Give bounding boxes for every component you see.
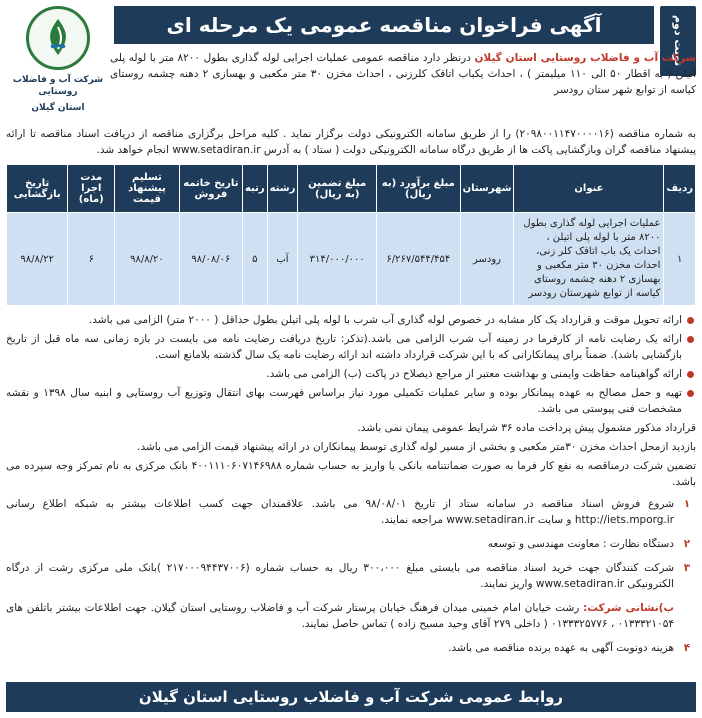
list-item: ارائه یک رضایت نامه از کارفرما در زمینه آب شرب الزامی می باشد.(تذکر: تاریخ دریافت رضایت نامه می بایست در بازه زمانی سه ماه قبل از تاریخ بازگشایی باشد). ضمناً برای پیمانکارانی که با این شرکت قرارداد داشته اند ارائه رضایت نامه یک سال گذشته بلامانع است. [6, 331, 696, 363]
step-item [6, 560, 696, 592]
company-logo [10, 6, 106, 116]
step-item [6, 496, 696, 528]
intro-text: درنظر دارد مناقصه عمومی عملیات اجرایی لوله گذاری بطول ۸۲۰۰ متر با لوله پلی اتیلن ( به اقطار ۵۰ الی ۱۱۰ میلیمتر ) ، احداث یکباب اتاقک کلرزنی ، احداث مخزن ۳۰ متر مکعبی و بهسازی ۲ دهنه چشمه روستای کیاسه از توابع شهر ستان رودسر [110, 52, 696, 96]
step-text: هزینه دونوبت آگهی به عهده برنده مناقصه می باشد. [448, 642, 674, 654]
step-text: شروع فروش اسناد مناقصه در سامانه ستاد از تاریخ ۹۸/۰۸/۰۱ می باشد. علاقمندان جهت کسب اطلاعات بیشتر به شبکه اطلاع رسانی http://iets.mporg.ir و سایت www.setadiran.ir مراجعه نمایند. [6, 498, 675, 526]
tender-table [6, 164, 696, 306]
step-item [6, 536, 696, 552]
leaf-drop-icon [43, 17, 73, 57]
cell-subject: عملیات اجرایی لوله گذاری بطول ۸۲۰۰ متر با لوله پلی اتیلن ، احداث یک باب اتاقک کلر زنی، احداث مخزن ۳۰ متر مکعبی و بهسازی ۲ دهنه چشمه روستای کیاسه از توابع شهرستان رودسر [514, 213, 664, 306]
list-item: ارائه تحویل موقت و قرارداد یک کار مشابه در خصوص لوله گذاری آب شرب با لوله پلی اتیلن بطول حداقل ( ۲۰۰۰ متر) الزامی می باشد. [6, 312, 696, 328]
cell-opening: ۹۸/۸/۲۲ [7, 213, 68, 306]
notice-round-badge: نوبت دوم [660, 6, 696, 76]
cell-sale-end: ۹۸/۰۸/۰۶ [179, 213, 242, 306]
cell-index: ۱ [664, 213, 696, 306]
col-subject: عنوان [514, 165, 664, 213]
tender-paragraph: به شماره مناقصه (۲۰۹۸۰۰۱۱۴۷۰۰۰۰۱۶) را از طریق سامانه الکترونیکی دولت برگزار نماید . کلیه مراحل برگزاری مناقصه از دریافت اسناد مناقصه تا ارائه پیشنهاد مناقصه گران وبازگشایی پاکت ها از طریق درگاه سامانه الکترونیکی دولت ( ستاد ) به آدرس www.setadiran.ir انجام خواهد شد. [6, 128, 696, 156]
steps-list [6, 496, 696, 656]
bullet-icon [687, 317, 694, 324]
bullet-icon [687, 336, 694, 343]
cell-guarantee: ۳۱۴/۰۰۰/۰۰۰ [298, 213, 377, 306]
step-item-address [6, 600, 696, 632]
list-item: ارائه گواهینامه حفاظت وایمنی و بهداشت معتبر از مراجع ذیصلاح در پاکت (ب) الزامی می باشد. [6, 366, 696, 382]
col-sale-end: تاریخ خاتمه فروش [179, 165, 242, 213]
note-site-visit: بازدید ازمحل احداث مخزن ۳۰متر مکعبی و بخشی از مسیر لوله گذاری توسط پیمانکاران در ارائه پیشنهاد قیمت الزامی می باشد. [137, 441, 696, 453]
cell-city: رودسر [460, 213, 514, 306]
col-grade: رتبه [242, 165, 267, 213]
cell-field: آب [267, 213, 298, 306]
intro-paragraph [110, 50, 696, 98]
cell-submit: ۹۸/۸/۲۰ [115, 213, 180, 306]
footer-bar: روابط عمومی شرکت آب و فاضلاب روستایی استان گیلان [6, 682, 696, 712]
col-city: شهرستان [460, 165, 514, 213]
step-item [6, 640, 696, 656]
cell-estimate: ۶/۲۶۷/۵۴۴/۴۵۴ [377, 213, 461, 306]
bullet-icon [687, 390, 694, 397]
step-text: دستگاه نظارت : معاونت مهندسی و توسعه [487, 538, 674, 550]
page-title: آگهی فراخوان مناقصه عمومی یک مرحله ای [114, 6, 654, 44]
step-number: ۲ [683, 538, 691, 550]
conditions-list [6, 312, 696, 417]
col-duration: مدت اجرا (ماه) [68, 165, 115, 213]
header [6, 4, 696, 124]
note-prepayment: قرارداد مذکور مشمول پیش پرداخت ماده ۳۶ شرایط عمومی پیمان نمی باشد. [357, 422, 696, 434]
logo-text-1: شرکت آب و فاضلاب روستایی [12, 75, 104, 97]
address-label: ب)نشانی شرکت: [583, 602, 674, 614]
col-opening: تاریخ بازگشایی [7, 165, 68, 213]
col-guarantee: مبلغ تضمین (به ریال) [298, 165, 377, 213]
cell-grade: ۵ [242, 213, 267, 306]
step-text: شرکت کنندگان جهت خرید اسناد مناقصه می بایستی مبلغ ۳۰۰،۰۰۰ ریال به حساب شماره (۲۱۷۰۰۰۹۴۴۳۷۰۰۶ )بانک ملی مرکزی رشت از درگاه الکترونیکی www.setadiran.ir واریز نمایند. [6, 562, 674, 590]
col-estimate: مبلغ برآورد (به ریال) [377, 165, 461, 213]
step-number: ۴ [683, 642, 691, 654]
note-guarantee: تضمین شرکت درمناقصه به نفع کار فرما به صورت ضمانتنامه بانکی یا واریز به حساب شماره ۴۰۰۱۱۱۰۶۰۷۱۴۶۹۸۸ بانک مرکزی به نام تمرکز وجه سپرده می باشد. [6, 460, 697, 488]
col-field: رشته [267, 165, 298, 213]
logo-emblem [26, 6, 90, 70]
step-number: ۱ [683, 498, 691, 510]
address-text: رشت خیابان امام خمینی میدان فرهنگ خیابان پرستار شرکت آب و فاضلاب روستایی استان گیلان. جهت اطلاعات بیشتر باتلفن های ۰۱۳۳۳۲۱۰۵۴ ، ۰۱۳۳۳۲۵۷۷۶ ( داخلی ۲۷۹ آقای وحید مسیح زاده ) تماس حاصل نمایند. [6, 602, 674, 630]
logo-text-2: استان گیلان [31, 103, 85, 113]
organization-name: شرکت آب و فاضلاب روستایی استان گیلان [474, 52, 696, 64]
cell-duration: ۶ [68, 213, 115, 306]
bullet-icon [687, 371, 694, 378]
step-number: ۳ [683, 562, 691, 574]
col-index: ردیف [664, 165, 696, 213]
list-item: تهیه و حمل مصالح به عهده پیمانکار بوده و سایر عملیات تکمیلی مورد نیاز براساس فهرست بهای انتقال وتوزیع آب روستایی و ابنیه سال ۱۳۹۸ و نقشه مشخصات فنی پیوستی می باشد. [6, 385, 696, 417]
table-header-row [7, 165, 696, 213]
table-row [7, 213, 696, 306]
col-submit: تسلیم پیشنهاد قیمت [115, 165, 180, 213]
